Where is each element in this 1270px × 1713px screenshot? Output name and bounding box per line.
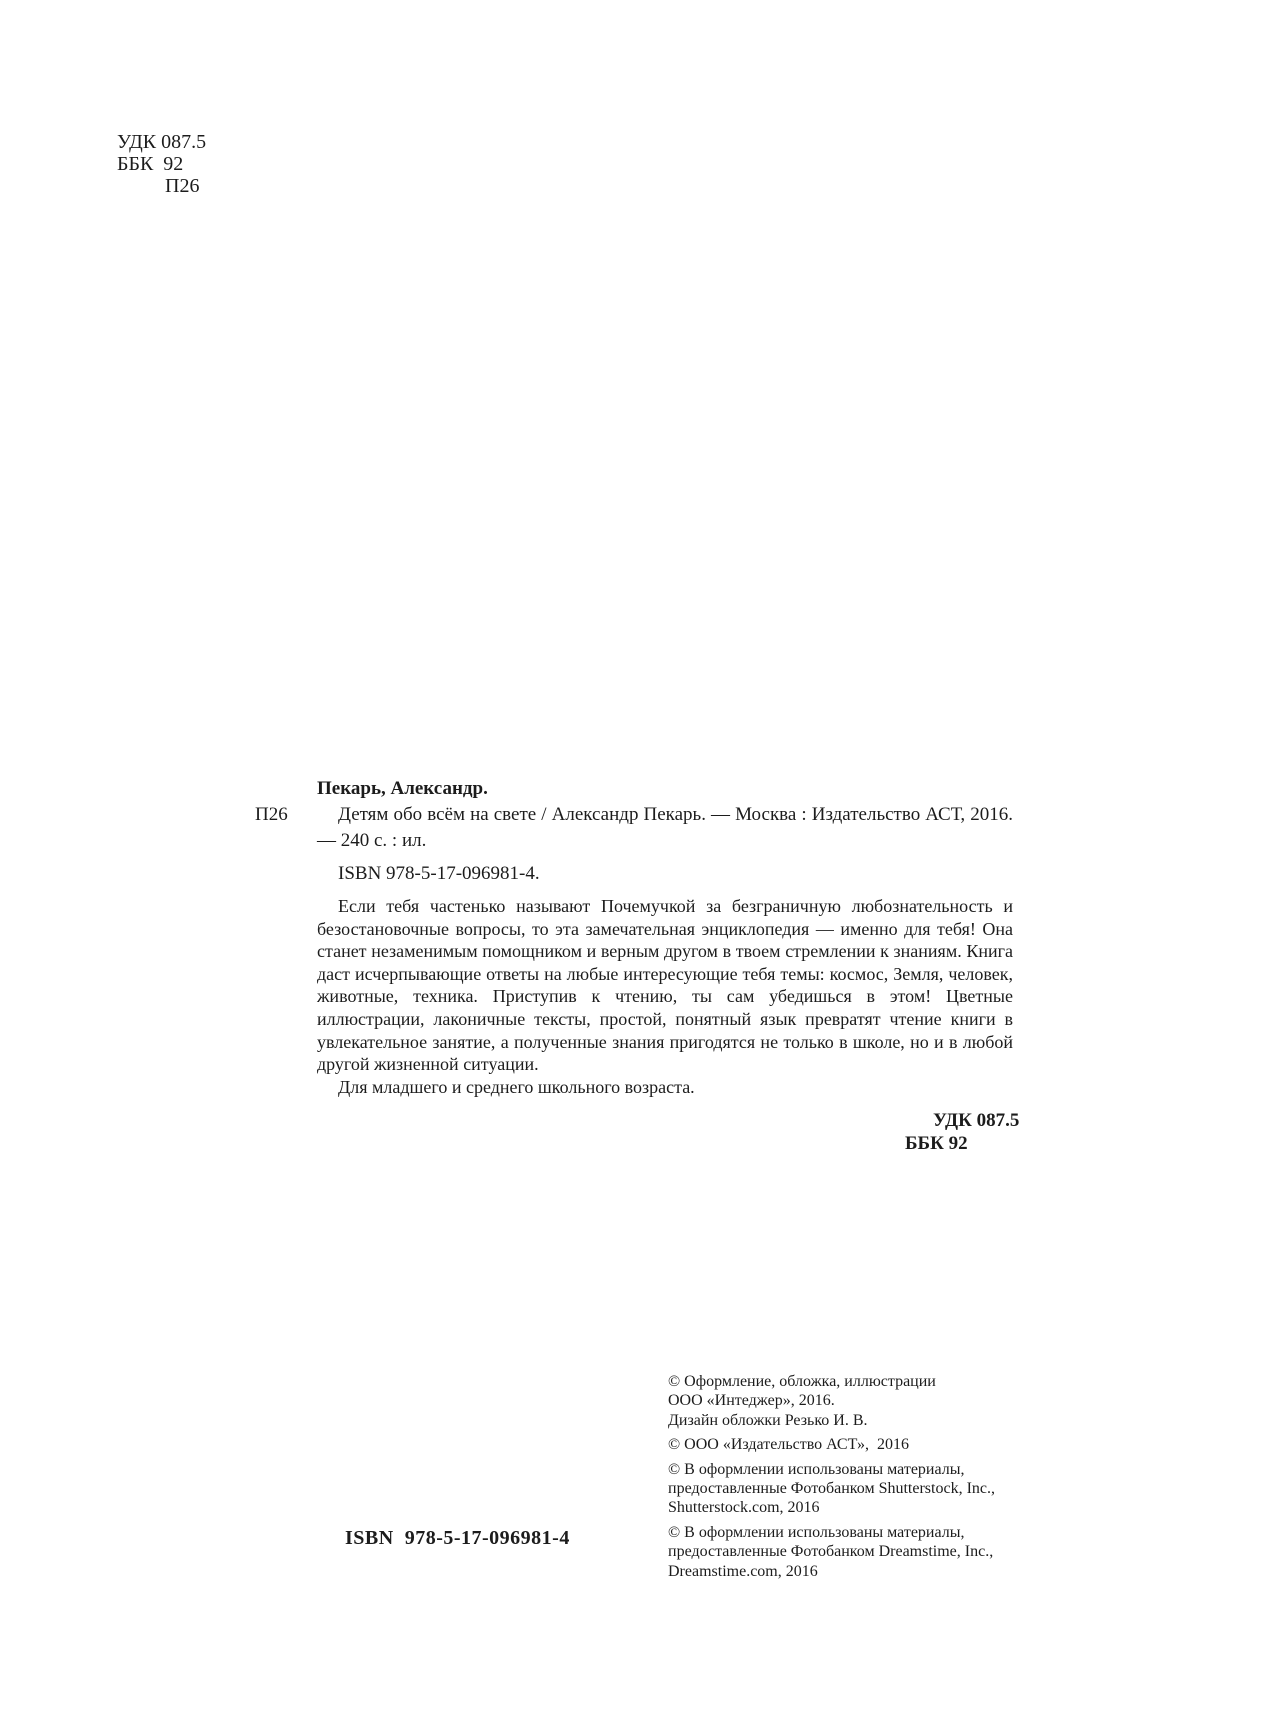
- udk-code: УДК 087.5: [117, 131, 207, 153]
- copyright-block-shutterstock: [668, 1460, 1028, 1518]
- author-sign-code: П26: [165, 175, 200, 197]
- copyright-section: [668, 1372, 1028, 1586]
- copyright-line: © ООО «Издательство АСТ», 2016: [668, 1436, 909, 1454]
- catalog-card: [255, 776, 1013, 1098]
- udk-code-right: УДК 087.5: [933, 1110, 1020, 1131]
- copyright-line: предоставленные Фотобанком Dreamstime, Inc.,: [668, 1543, 994, 1561]
- copyright-line: © В оформлении использованы материалы,: [668, 1523, 965, 1541]
- entry-text: Детям обо всём на свете / Александр Пекарь. — Москва : Издательство АСТ, 2016.— 240 с. : ил.: [317, 804, 1013, 851]
- copyright-block-dreamstime: [668, 1523, 1028, 1581]
- annotation-paragraph: Если тебя частенько называют Почемучкой за безграничную любознательность и безостановочные вопросы, то эта замечательная энциклопедия — именно для тебя! Она станет незаменимым помощником и верным другом в твоем стремлении к знаниям. Книга даст исчерпывающие ответы на любые интересующие тебя темы: космос, Земля, человек, животные, техника. Приступив к чтению, ты сам убедишься в этом! Цветные иллюстрации, лаконичные тексты, простой, понятный язык превратят чтение книги в увлекательное занятие, а полученные знания пригодятся не только в школе, но и в любой другой жизненной ситуации.: [317, 896, 1013, 1075]
- copyright-line: предоставленные Фотобанком Shutterstock, Inc.,: [668, 1480, 996, 1498]
- copyright-line: Shutterstock.com, 2016: [668, 1499, 820, 1517]
- audience-note: Для младшего и среднего школьного возраста.: [338, 1076, 695, 1097]
- top-left-codes: [117, 131, 206, 197]
- copyright-block-publisher: [668, 1435, 1028, 1454]
- copyright-line: ООО «Интеджер», 2016.: [668, 1392, 835, 1410]
- copyright-line: Дизайн обложки Резько И. В.: [668, 1411, 868, 1429]
- isbn-bottom: ISBN 978-5-17-096981-4: [345, 1527, 570, 1549]
- bbk-code: ББК 92: [117, 153, 184, 175]
- copyright-line: © В оформлении использованы материалы,: [668, 1460, 965, 1478]
- copyright-line: © Оформление, обложка, иллюстрации: [668, 1373, 936, 1390]
- copyright-block-design: [668, 1372, 1028, 1430]
- isbn-line: ISBN 978-5-17-096981-4.: [338, 863, 540, 884]
- entry-author-sign: П26: [255, 804, 288, 825]
- copyright-line: Dreamstime.com, 2016: [668, 1562, 818, 1580]
- bbk-code-right: ББК 92: [905, 1133, 968, 1154]
- author-heading: Пекарь, Александр.: [317, 778, 488, 799]
- bibliographic-entry: [255, 802, 1013, 854]
